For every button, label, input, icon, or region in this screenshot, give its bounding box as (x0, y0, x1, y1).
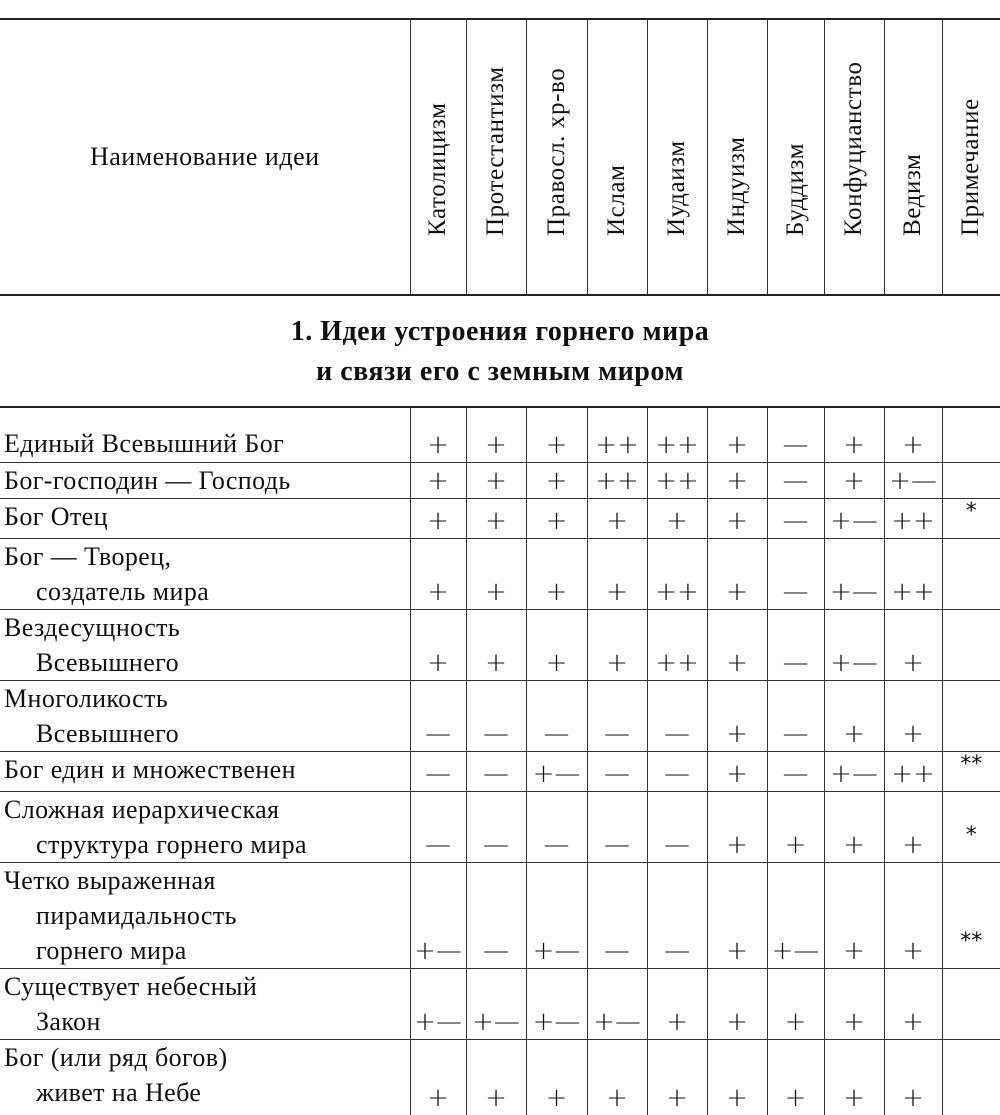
rating-cell: — (767, 751, 824, 791)
rating-cell: — (410, 680, 466, 751)
idea-name-line: структура горнего мира (36, 829, 307, 859)
rating-cell: +— (767, 862, 824, 968)
rating-cell: ++ (884, 498, 942, 538)
idea-name-line: пирамидальность (36, 900, 237, 930)
idea-name (0, 462, 410, 498)
rating-cell: + (410, 462, 466, 498)
header-idea-name: Наименование идеи (0, 19, 410, 295)
rating-cell: — (466, 751, 526, 791)
rating-cell: + (526, 407, 587, 462)
header-column (466, 19, 526, 295)
header-column (767, 19, 824, 295)
rating-cell: + (410, 609, 466, 680)
idea-name-line: Многоликость (4, 683, 169, 713)
header-column (526, 19, 587, 295)
rating-cell: — (767, 407, 824, 462)
table-row (0, 751, 1000, 791)
rating-cell: +— (824, 609, 884, 680)
rating-cell: + (707, 407, 767, 462)
rating-cell: + (587, 1039, 647, 1115)
rating-cell: — (410, 791, 466, 862)
idea-name-line: Всевышнего (36, 647, 179, 677)
rating-cell: — (767, 498, 824, 538)
rating-cell: + (410, 407, 466, 462)
rating-cell: + (824, 462, 884, 498)
rating-cell: + (707, 968, 767, 1039)
idea-name-line: Бог-господин — Господь (4, 465, 291, 495)
rating-cell: + (587, 609, 647, 680)
header-column (824, 19, 884, 295)
rating-cell: +— (884, 462, 942, 498)
rating-cell: + (707, 751, 767, 791)
table-row (0, 791, 1000, 862)
rating-cell: +— (824, 751, 884, 791)
header-column-label: Иудаизм (663, 140, 690, 236)
rating-cell: +— (526, 862, 587, 968)
note-cell: * (942, 498, 1000, 538)
idea-name (0, 751, 410, 791)
rating-cell: — (647, 791, 707, 862)
rating-cell: ++ (647, 538, 707, 609)
rating-cell: +— (587, 968, 647, 1039)
header-column (410, 19, 466, 295)
rating-cell: ++ (647, 462, 707, 498)
rating-cell: ++ (884, 538, 942, 609)
rating-cell: + (526, 1039, 587, 1115)
rating-cell: +— (410, 862, 466, 968)
rating-cell: + (824, 680, 884, 751)
rating-cell: ++ (647, 609, 707, 680)
section-heading-line2: и связи его с земным миром (316, 356, 684, 387)
rating-cell: +— (466, 968, 526, 1039)
rating-cell: — (410, 751, 466, 791)
rating-cell: + (647, 1039, 707, 1115)
idea-name (0, 791, 410, 862)
rating-cell: — (466, 680, 526, 751)
rating-cell: — (587, 751, 647, 791)
rating-cell: + (707, 1039, 767, 1115)
rating-cell: — (767, 462, 824, 498)
rating-cell: ++ (587, 407, 647, 462)
idea-name-line: горнего мира (36, 935, 187, 965)
rating-cell: — (526, 680, 587, 751)
rating-cell: + (466, 1039, 526, 1115)
rating-cell: ++ (647, 407, 707, 462)
idea-name (0, 862, 410, 968)
table-row (0, 498, 1000, 538)
header-column-label: Католицизм (424, 102, 451, 236)
rating-cell: +— (526, 751, 587, 791)
rating-cell: + (824, 862, 884, 968)
rating-cell: — (587, 791, 647, 862)
rating-cell: + (707, 680, 767, 751)
idea-name-line: живет на Небе (36, 1077, 202, 1107)
rating-cell: + (824, 1039, 884, 1115)
rating-cell: + (707, 609, 767, 680)
header-column-label: Ислам (603, 164, 630, 236)
rating-cell: — (647, 751, 707, 791)
table-row (0, 609, 1000, 680)
idea-name-line: создатель мира (36, 576, 210, 606)
rating-cell: + (466, 609, 526, 680)
rating-cell: + (767, 791, 824, 862)
idea-name (0, 680, 410, 751)
rating-cell: — (767, 680, 824, 751)
idea-name-line: Бог Отец (4, 501, 108, 531)
rating-cell: + (884, 968, 942, 1039)
note-cell: ** (942, 751, 1000, 791)
rating-cell: + (410, 498, 466, 538)
idea-name (0, 407, 410, 462)
idea-name (0, 968, 410, 1039)
header-column (647, 19, 707, 295)
header-column-label: Протестантизм (482, 66, 509, 236)
rating-cell: ++ (884, 751, 942, 791)
header-column (884, 19, 942, 295)
idea-name-line: Существует небесный (4, 971, 258, 1001)
header-column-label: Конфуцианство (840, 61, 867, 236)
header-column (587, 19, 647, 295)
idea-name-line: Закон (36, 1006, 101, 1036)
header-column (707, 19, 767, 295)
rating-cell: + (466, 498, 526, 538)
idea-name (0, 538, 410, 609)
table-row (0, 462, 1000, 498)
table-row (0, 680, 1000, 751)
rating-cell: + (884, 680, 942, 751)
rating-cell: — (647, 680, 707, 751)
rating-cell: — (767, 538, 824, 609)
rating-cell: + (466, 462, 526, 498)
rating-cell: + (884, 1039, 942, 1115)
rating-cell: + (767, 968, 824, 1039)
rating-cell: + (526, 538, 587, 609)
header-column-label: Примечание (957, 98, 985, 236)
table-row (0, 862, 1000, 968)
rating-cell: ++ (587, 462, 647, 498)
rating-cell: + (707, 498, 767, 538)
rating-cell: + (824, 407, 884, 462)
rating-cell: — (767, 609, 824, 680)
note-cell (942, 680, 1000, 751)
table-row (0, 538, 1000, 609)
rating-cell: + (824, 968, 884, 1039)
rating-cell: + (884, 407, 942, 462)
note-cell (942, 1039, 1000, 1115)
note-cell (942, 462, 1000, 498)
rating-cell: + (884, 791, 942, 862)
idea-name-line: Бог — Творец, (4, 541, 172, 571)
rating-cell: + (707, 462, 767, 498)
rating-cell: + (884, 862, 942, 968)
rating-cell: + (526, 498, 587, 538)
header-column (942, 19, 1000, 295)
rating-cell: +— (410, 968, 466, 1039)
rating-cell: + (466, 407, 526, 462)
rating-cell: — (587, 680, 647, 751)
idea-name-line: Вездесущность (4, 612, 181, 642)
idea-name (0, 1039, 410, 1115)
section-heading-line1: 1. Идеи устроения горнего мира (290, 316, 710, 347)
table-row (0, 407, 1000, 462)
note-cell (942, 968, 1000, 1039)
header-column-label: Правосл. хр-во (542, 67, 570, 236)
rating-cell: + (884, 609, 942, 680)
idea-name-line: Бог един и множественен (4, 754, 296, 784)
rating-cell: + (526, 462, 587, 498)
idea-name-line: Единый Всевышний Бог (4, 429, 285, 458)
idea-name-line: Четко выраженная (4, 865, 216, 895)
rating-cell: + (767, 1039, 824, 1115)
idea-name (0, 609, 410, 680)
rating-cell: + (587, 498, 647, 538)
table-header (0, 18, 1000, 296)
rating-cell: — (526, 791, 587, 862)
note-cell (942, 609, 1000, 680)
header-column-label: Ведизм (899, 153, 926, 236)
header-column-label: Индуизм (723, 136, 750, 236)
table-row (0, 968, 1000, 1039)
table-row (0, 1039, 1000, 1115)
note-cell (942, 538, 1000, 609)
idea-name-line: Сложная иерархическая (4, 794, 280, 824)
rating-cell: + (526, 609, 587, 680)
rating-cell: + (707, 791, 767, 862)
rating-cell: + (824, 791, 884, 862)
idea-name-line: Бог (или ряд богов) (4, 1042, 228, 1072)
note-cell: * (942, 791, 1000, 862)
rating-cell: + (707, 862, 767, 968)
rating-cell: + (647, 968, 707, 1039)
rating-cell: — (466, 862, 526, 968)
section-heading (0, 296, 1000, 406)
rating-cell: — (647, 862, 707, 968)
rating-cell: + (707, 538, 767, 609)
rating-cell: + (587, 538, 647, 609)
rating-cell: + (410, 1039, 466, 1115)
rating-cell: + (647, 498, 707, 538)
ideas-table (0, 406, 1000, 1115)
rating-cell: — (466, 791, 526, 862)
rating-cell: — (587, 862, 647, 968)
rating-cell: + (410, 538, 466, 609)
idea-name-line: Всевышнего (36, 718, 179, 748)
note-cell: ** (942, 862, 1000, 968)
rating-cell: +— (824, 538, 884, 609)
rating-cell: +— (526, 968, 587, 1039)
note-cell (942, 407, 1000, 462)
header-column-label: Буддизм (781, 142, 809, 236)
rating-cell: + (466, 538, 526, 609)
rating-cell: +— (824, 498, 884, 538)
idea-name (0, 498, 410, 538)
